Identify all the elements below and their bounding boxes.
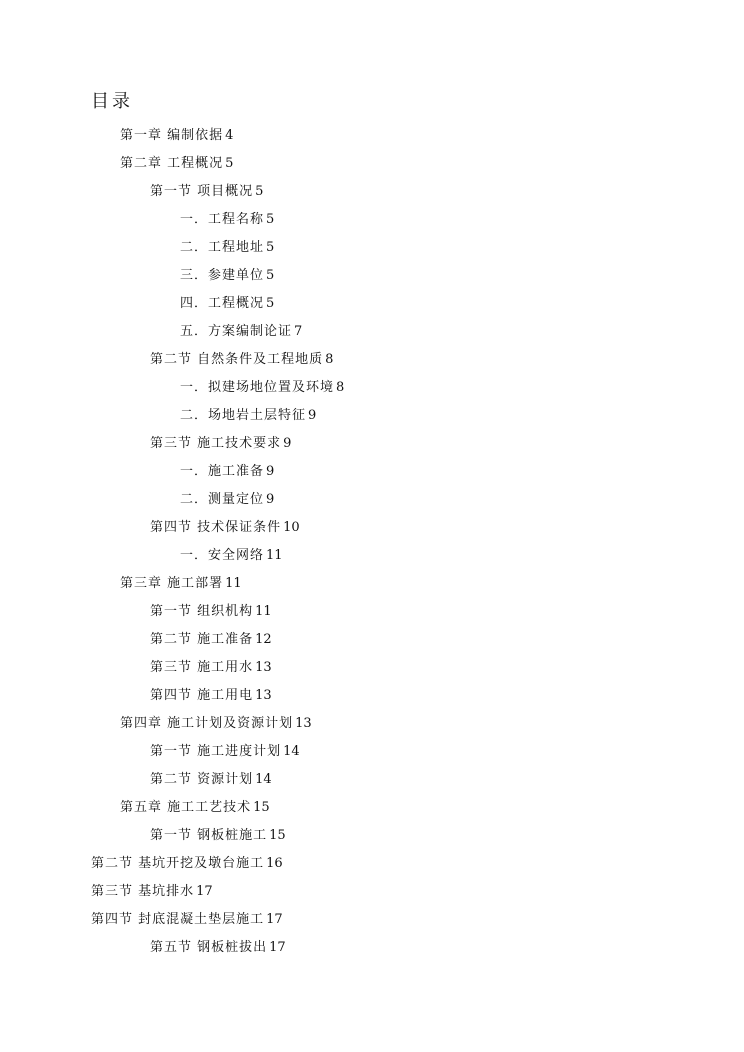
toc-entry[interactable]: [0, 878, 744, 906]
toc-entry[interactable]: [0, 346, 744, 374]
toc-entry-text: 第四节 技术保证条件: [150, 520, 282, 535]
toc-entry-text: 第四节 封底混凝土垫层施工: [91, 912, 265, 927]
toc-entry[interactable]: [0, 122, 744, 150]
toc-entry-text: 第五节 钢板桩拔出: [150, 940, 268, 955]
toc-entry-text: 一．安全网络: [180, 548, 265, 563]
toc-page-number: 16: [266, 856, 283, 871]
toc-entry-text: 第三节 施工技术要求: [150, 436, 282, 451]
toc-entry[interactable]: [0, 570, 744, 598]
toc-page-number: 15: [253, 800, 270, 815]
toc-entry[interactable]: [0, 850, 744, 878]
toc-entry[interactable]: [0, 430, 744, 458]
toc-entry[interactable]: [0, 514, 744, 542]
toc-entry[interactable]: [0, 234, 744, 262]
toc-entry-text: 第二节 自然条件及工程地质: [150, 352, 324, 367]
toc-entry[interactable]: [0, 150, 744, 178]
toc-page-number: 13: [255, 688, 272, 703]
toc-page-number: 10: [283, 520, 300, 535]
toc-entry-text: 二．测量定位: [180, 492, 265, 507]
toc-entry[interactable]: [0, 682, 744, 710]
toc-entry[interactable]: [0, 822, 744, 850]
toc-page-number: 12: [255, 632, 272, 647]
toc-page-number: 8: [336, 380, 345, 395]
toc-entry-text: 第二节 资源计划: [150, 772, 254, 787]
toc-entry-text: 一．拟建场地位置及环境: [180, 380, 335, 395]
toc-page-number: 5: [266, 240, 275, 255]
toc-entry[interactable]: [0, 626, 744, 654]
toc-entry[interactable]: [0, 178, 744, 206]
toc-entry-text: 第四节 施工用电: [150, 688, 254, 703]
toc-page-number: 4: [225, 128, 234, 143]
toc-entry[interactable]: [0, 598, 744, 626]
toc-page-number: 8: [325, 352, 334, 367]
toc-entry[interactable]: [0, 458, 744, 486]
toc-page-number: 9: [308, 408, 317, 423]
toc-page-number: 5: [266, 212, 275, 227]
toc-page-number: 9: [266, 464, 275, 479]
toc-list: [0, 122, 744, 962]
toc-entry-text: 第二章 工程概况: [120, 156, 224, 171]
toc-page-number: 5: [225, 156, 234, 171]
toc-page-number: 11: [255, 604, 272, 619]
toc-entry[interactable]: [0, 934, 744, 962]
toc-page-number: 9: [266, 492, 275, 507]
toc-page-number: 14: [283, 744, 300, 759]
toc-entry[interactable]: [0, 262, 744, 290]
toc-page-number: 7: [294, 324, 303, 339]
toc-entry-text: 第一节 项目概况: [150, 184, 254, 199]
toc-entry-text: 第三节 基坑排水: [91, 884, 195, 899]
toc-entry[interactable]: [0, 542, 744, 570]
toc-page-number: 17: [269, 940, 286, 955]
toc-entry-text: 一．施工准备: [180, 464, 265, 479]
toc-entry[interactable]: [0, 290, 744, 318]
toc-page-number: 17: [266, 912, 283, 927]
toc-page-number: 13: [255, 660, 272, 675]
toc-page-number: 5: [255, 184, 264, 199]
toc-entry-text: 四．工程概况: [180, 296, 265, 311]
toc-entry-text: 第一节 施工进度计划: [150, 744, 282, 759]
toc-entry[interactable]: [0, 374, 744, 402]
toc-title: 目录: [91, 91, 133, 112]
toc-entry[interactable]: [0, 738, 744, 766]
toc-entry-text: 一．工程名称: [180, 212, 265, 227]
toc-entry[interactable]: [0, 318, 744, 346]
toc-entry-text: 第四章 施工计划及资源计划: [120, 716, 294, 731]
toc-entry-text: 第二节 施工准备: [150, 632, 254, 647]
toc-entry[interactable]: [0, 906, 744, 934]
toc-page-number: 14: [255, 772, 272, 787]
toc-page-number: 17: [196, 884, 213, 899]
toc-entry-text: 二．工程地址: [180, 240, 265, 255]
toc-entry[interactable]: [0, 794, 744, 822]
toc-entry-text: 五．方案编制论证: [180, 324, 293, 339]
toc-entry[interactable]: [0, 206, 744, 234]
toc-entry-text: 二．场地岩土层特征: [180, 408, 307, 423]
toc-page-number: 15: [269, 828, 286, 843]
toc-page-number: 5: [266, 268, 275, 283]
toc-entry-text: 第一节 钢板桩施工: [150, 828, 268, 843]
toc-page-number: 11: [225, 576, 242, 591]
toc-page-number: 5: [266, 296, 275, 311]
toc-entry-text: 第三节 施工用水: [150, 660, 254, 675]
toc-entry-text: 第一节 组织机构: [150, 604, 254, 619]
toc-entry-text: 第五章 施工工艺技术: [120, 800, 252, 815]
toc-entry[interactable]: [0, 402, 744, 430]
toc-entry[interactable]: [0, 766, 744, 794]
toc-page-number: 11: [266, 548, 283, 563]
toc-entry-text: 三．参建单位: [180, 268, 265, 283]
toc-entry[interactable]: [0, 710, 744, 738]
toc-entry-text: 第二节 基坑开挖及墩台施工: [91, 856, 265, 871]
toc-entry-text: 第一章 编制依据: [120, 128, 224, 143]
toc-page-number: 9: [283, 436, 292, 451]
toc-entry-text: 第三章 施工部署: [120, 576, 224, 591]
toc-entry[interactable]: [0, 654, 744, 682]
toc-page-number: 13: [295, 716, 312, 731]
toc-entry[interactable]: [0, 486, 744, 514]
